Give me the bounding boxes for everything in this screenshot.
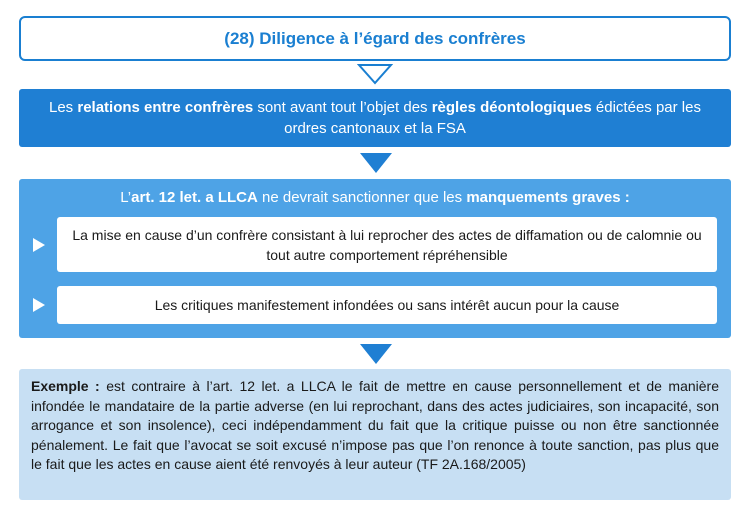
example-label: Exemple :	[31, 378, 100, 394]
example-text: est contraire à l’art. 12 let. a LLCA le fait de mettre en cause personnellement et de manière infondée le mandataire de la partie adverse (en lui reprochant, dans des actes judiciaires, son incapacité, son arrogance et son insolence), ceci indépendamment du fait que la critique puisse ou non être sanctionnée pénalement. Le fait que l’avocat se soit excusé n’impose pas que l’on renonce à toute sanction, pas plus que le fait que les actes en cause aient été renvoyés à leur auteur (TF 2A.168/2005)	[31, 378, 720, 472]
llca-header: L’art. 12 let. a LLCA ne devrait sanctionner que les manquements graves :	[120, 189, 630, 206]
bullet-arrow-icon	[33, 238, 45, 252]
bullet-arrow-icon	[33, 298, 45, 312]
arrow-down-outline-icon	[357, 63, 393, 85]
arrow-down-icon	[360, 153, 392, 173]
relations-text: Les relations entre confrères sont avant tout l’objet des règles déontologiques édictées par les ordres cantonaux et la FSA	[49, 99, 701, 137]
page-title: (28) Diligence à l’égard des confrères	[224, 28, 526, 48]
relations-box	[19, 89, 731, 147]
example-box	[19, 369, 731, 500]
arrow-down-icon	[360, 344, 392, 364]
llca-item-diffamation: La mise en cause d’un confrère consistant à lui reprocher des actes de diffamation ou de calomnie ou tout autre comportement répréhensible	[57, 217, 717, 272]
llca-item-critiques: Les critiques manifestement infondées ou sans intérêt aucun pour la cause	[57, 286, 717, 324]
title-box	[19, 16, 731, 61]
